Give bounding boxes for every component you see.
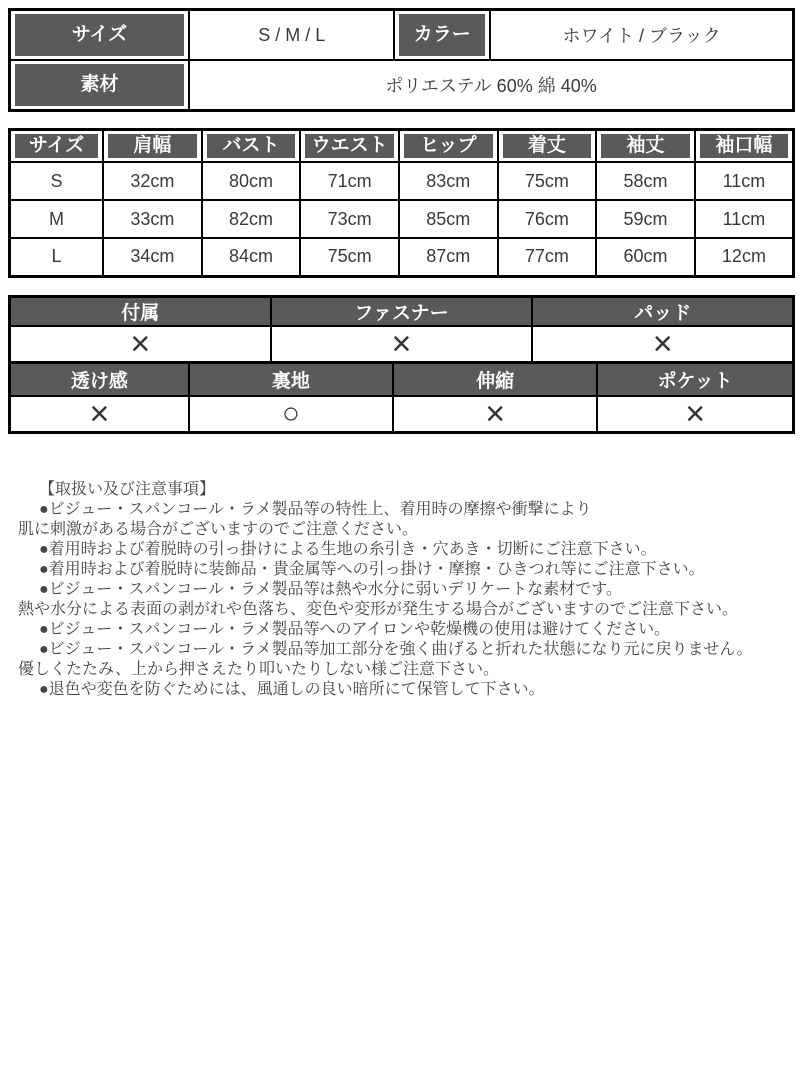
color-value: ホワイト / ブラック: [490, 10, 793, 61]
care-note-line: ●ビジュー・スパンコール・ラメ製品等加工部分を強く曲げると折れた状態になり元に戻りません。: [39, 640, 753, 658]
measurements-header-row: [10, 130, 794, 163]
header-stretch: 伸縮: [393, 363, 597, 396]
cell: 33cm: [103, 200, 202, 238]
col-header-shoulder: 肩幅: [108, 134, 197, 158]
header-zipper: ファスナー: [271, 296, 533, 326]
care-note-line: 優しくたたみ、上から押さえたり叩いたりしない様ご注意下さい。: [18, 660, 499, 678]
cell: 60cm: [596, 238, 695, 276]
care-note-line: ●着用時および着脱時に装飾品・貴金属等への引っ掛け・摩擦・ひきつれ等にご注意下さい。: [39, 560, 705, 578]
care-note-line: ●退色や変色を防ぐためには、風通しの良い暗所にて保管して下さい。: [39, 680, 545, 698]
features-table-2: [8, 361, 795, 434]
header-accessories: 付属: [10, 296, 271, 326]
cell: 87cm: [399, 238, 498, 276]
col-header-sleeve: 袖丈: [601, 134, 690, 158]
col-header-length: 着丈: [503, 134, 592, 158]
col-header-size: サイズ: [15, 134, 98, 158]
care-note-line: ●ビジュー・スパンコール・ラメ製品等の特性上、着用時の摩擦や衝撃により: [39, 500, 592, 518]
measurements-table: [8, 128, 795, 278]
features1-value-row: [10, 326, 794, 363]
color-label: カラー: [399, 14, 485, 56]
cell: 12cm: [695, 238, 794, 276]
lining-mark: ○: [189, 396, 393, 433]
col-header-bust: バスト: [207, 134, 296, 158]
cell: 76cm: [498, 200, 597, 238]
size-color-row: [10, 10, 794, 61]
cell: 58cm: [596, 162, 695, 200]
accessories-mark: ×: [10, 326, 271, 363]
cell: M: [10, 200, 104, 238]
sheerness-mark: ×: [10, 396, 189, 433]
care-note-line: 肌に刺激がある場合がございますのでご注意ください。: [18, 520, 419, 538]
measurements-row-m: [10, 200, 794, 238]
cell: 71cm: [300, 162, 399, 200]
care-note-line: 熱や水分による表面の剥がれや色落ち、変色や変形が発生する場合がございますのでご注意下さい。: [18, 600, 739, 618]
cell: 85cm: [399, 200, 498, 238]
cell: 59cm: [596, 200, 695, 238]
col-header-cuff: 袖口幅: [700, 134, 788, 158]
care-notes: [8, 480, 795, 700]
pad-mark: ×: [532, 326, 793, 363]
col-header-hip: ヒップ: [404, 134, 493, 158]
cell: 11cm: [695, 162, 794, 200]
cell: 11cm: [695, 200, 794, 238]
header-lining: 裏地: [189, 363, 393, 396]
measurements-row-l: [10, 238, 794, 276]
cell: 84cm: [202, 238, 301, 276]
stretch-mark: ×: [393, 396, 597, 433]
cell: S: [10, 162, 104, 200]
features1-header-row: [10, 296, 794, 326]
zipper-mark: ×: [271, 326, 533, 363]
col-header-waist: ウエスト: [305, 134, 394, 158]
features2-value-row: [10, 396, 794, 433]
size-header-cell: [10, 10, 190, 61]
header-pad: パッド: [532, 296, 793, 326]
material-row: [10, 60, 794, 111]
cell: 34cm: [103, 238, 202, 276]
pocket-mark: ×: [597, 396, 793, 433]
care-note-line: ●ビジュー・スパンコール・ラメ製品等へのアイロンや乾燥機の使用は避けてください。: [39, 620, 671, 638]
cell: 83cm: [399, 162, 498, 200]
cell: 32cm: [103, 162, 202, 200]
color-header-cell: [394, 10, 490, 61]
material-header-cell: [10, 60, 190, 111]
features2-header-row: [10, 363, 794, 396]
measurements-row-s: [10, 162, 794, 200]
size-value: S / M / L: [189, 10, 394, 61]
cell: 77cm: [498, 238, 597, 276]
cell: 82cm: [202, 200, 301, 238]
cell: L: [10, 238, 104, 276]
cell: 80cm: [202, 162, 301, 200]
care-notes-title: 【取扱い及び注意事項】: [39, 480, 216, 498]
features-table-1: [8, 295, 795, 365]
header-sheerness: 透け感: [10, 363, 189, 396]
cell: 73cm: [300, 200, 399, 238]
material-label: 素材: [15, 64, 184, 106]
material-value: ポリエステル 60% 綿 40%: [189, 60, 793, 111]
cell: 75cm: [300, 238, 399, 276]
care-note-line: ●着用時および着脱時の引っ掛けによる生地の糸引き・穴あき・切断にご注意下さい。: [39, 540, 657, 558]
size-label: サイズ: [15, 14, 184, 56]
care-note-line: ●ビジュー・スパンコール・ラメ製品等は熱や水分に弱いデリケートな素材です。: [39, 580, 622, 598]
cell: 75cm: [498, 162, 597, 200]
size-color-material-table: [8, 8, 795, 112]
header-pocket: ポケット: [597, 363, 793, 396]
